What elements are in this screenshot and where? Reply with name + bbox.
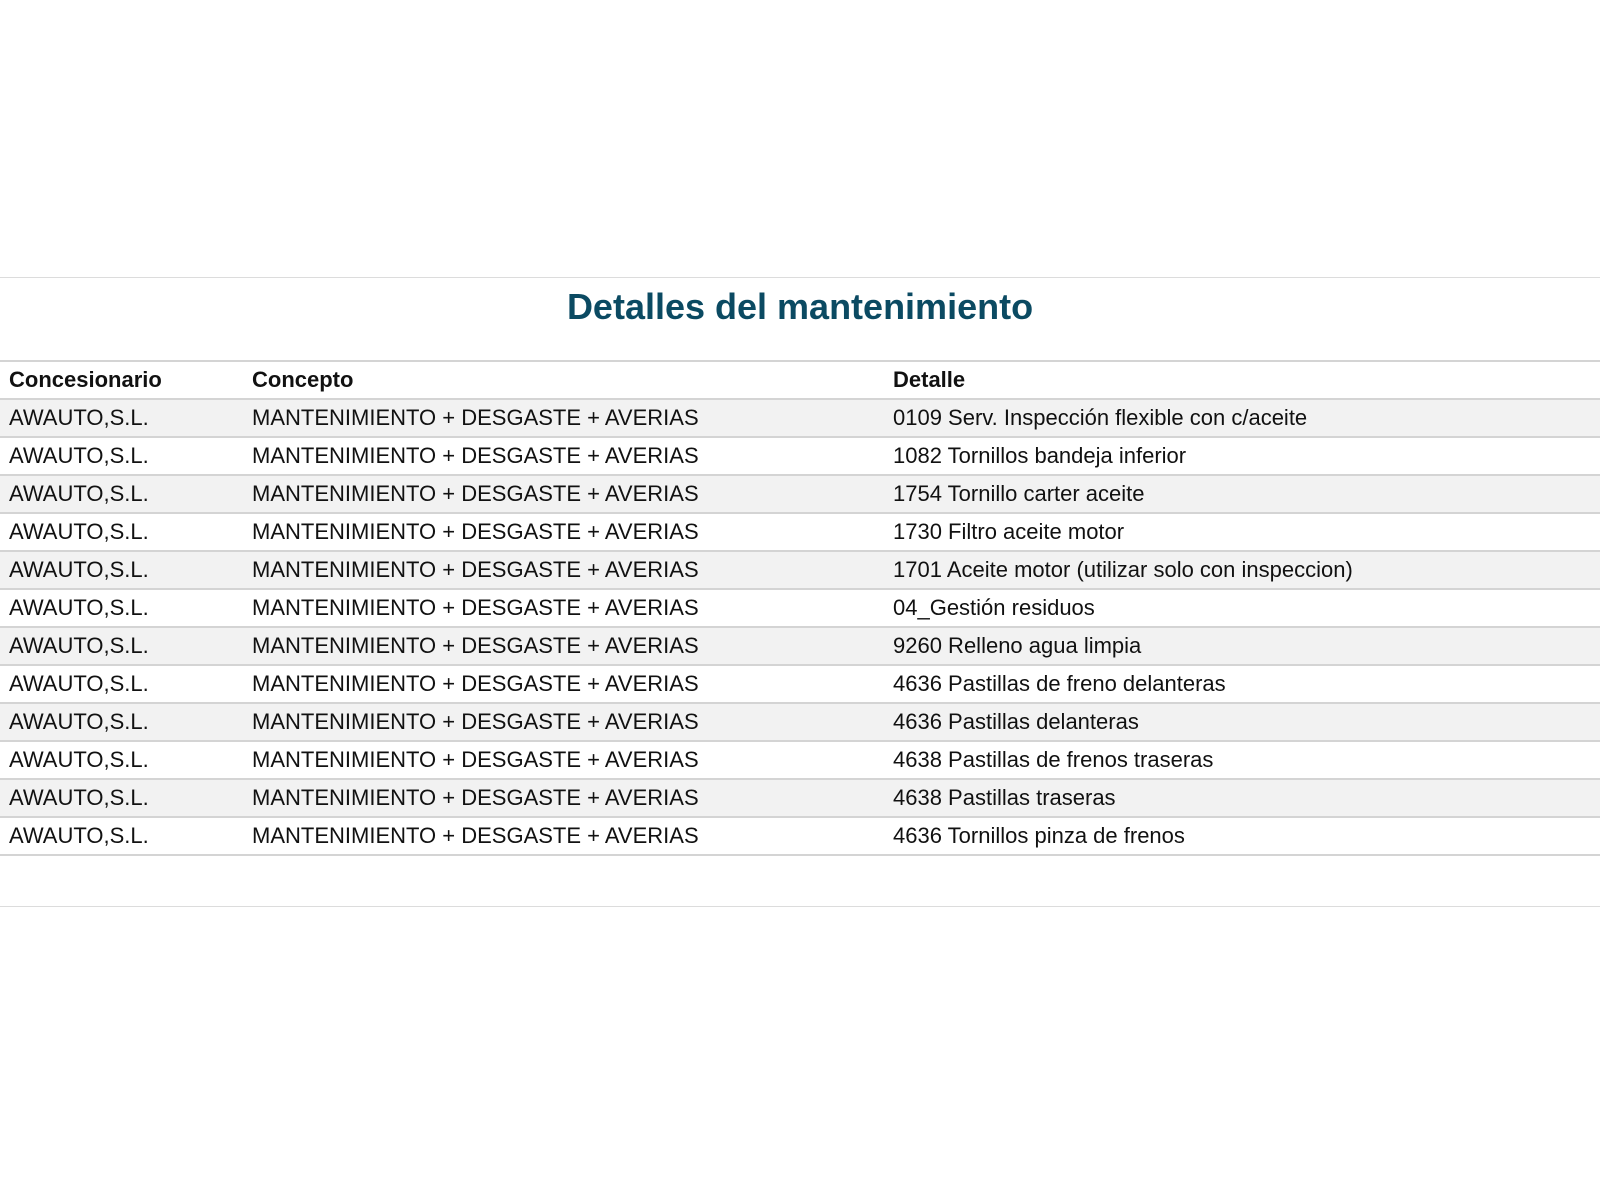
table-row	[0, 552, 1600, 590]
cell-concepto: MANTENIMIENTO + DESGASTE + AVERIAS	[252, 709, 699, 734]
cell-detalle: 0109 Serv. Inspección flexible con c/aceite	[893, 405, 1308, 430]
cell-detalle: 1754 Tornillo carter aceite	[893, 481, 1145, 506]
table-row	[0, 590, 1600, 628]
column-header-concepto: Concepto	[252, 367, 354, 392]
cell-concepto: MANTENIMIENTO + DESGASTE + AVERIAS	[252, 443, 699, 468]
cell-concesionario: AWAUTO,S.L.	[9, 633, 149, 658]
table-row	[0, 780, 1600, 818]
cell-detalle: 4636 Tornillos pinza de frenos	[893, 823, 1185, 848]
cell-detalle: 4636 Pastillas delanteras	[893, 709, 1139, 734]
cell-concesionario: AWAUTO,S.L.	[9, 405, 149, 430]
cell-concesionario: AWAUTO,S.L.	[9, 443, 149, 468]
cell-detalle: 4638 Pastillas traseras	[893, 785, 1116, 810]
cell-concesionario: AWAUTO,S.L.	[9, 709, 149, 734]
table-row	[0, 400, 1600, 438]
cell-detalle: 04_Gestión residuos	[893, 595, 1095, 620]
column-header-concesionario: Concesionario	[9, 367, 162, 392]
maintenance-panel	[0, 277, 1600, 907]
table-row	[0, 742, 1600, 780]
cell-concepto: MANTENIMIENTO + DESGASTE + AVERIAS	[252, 481, 699, 506]
cell-detalle: 1701 Aceite motor (utilizar solo con inspeccion)	[893, 557, 1353, 582]
table-row	[0, 438, 1600, 476]
cell-detalle: 9260 Relleno agua limpia	[893, 633, 1142, 658]
cell-concepto: MANTENIMIENTO + DESGASTE + AVERIAS	[252, 519, 699, 544]
cell-concesionario: AWAUTO,S.L.	[9, 519, 149, 544]
cell-concesionario: AWAUTO,S.L.	[9, 557, 149, 582]
cell-concesionario: AWAUTO,S.L.	[9, 595, 149, 620]
cell-concesionario: AWAUTO,S.L.	[9, 481, 149, 506]
cell-concepto: MANTENIMIENTO + DESGASTE + AVERIAS	[252, 595, 699, 620]
table-row	[0, 514, 1600, 552]
table-row	[0, 666, 1600, 704]
cell-concesionario: AWAUTO,S.L.	[9, 823, 149, 848]
cell-concesionario: AWAUTO,S.L.	[9, 671, 149, 696]
table-row	[0, 818, 1600, 856]
cell-concepto: MANTENIMIENTO + DESGASTE + AVERIAS	[252, 557, 699, 582]
cell-concepto: MANTENIMIENTO + DESGASTE + AVERIAS	[252, 823, 699, 848]
cell-concepto: MANTENIMIENTO + DESGASTE + AVERIAS	[252, 747, 699, 772]
cell-concepto: MANTENIMIENTO + DESGASTE + AVERIAS	[252, 405, 699, 430]
cell-concesionario: AWAUTO,S.L.	[9, 785, 149, 810]
table-header-row	[0, 362, 1600, 400]
cell-concesionario: AWAUTO,S.L.	[9, 747, 149, 772]
cell-detalle: 4636 Pastillas de freno delanteras	[893, 671, 1226, 696]
cell-concepto: MANTENIMIENTO + DESGASTE + AVERIAS	[252, 785, 699, 810]
cell-concepto: MANTENIMIENTO + DESGASTE + AVERIAS	[252, 671, 699, 696]
page-title: Detalles del mantenimiento	[566, 286, 1034, 327]
cell-detalle: 1730 Filtro aceite motor	[893, 519, 1125, 544]
maintenance-table	[0, 360, 1600, 856]
table-body	[0, 400, 1600, 856]
table-row	[0, 704, 1600, 742]
column-header-detalle: Detalle	[893, 367, 966, 392]
table-row	[0, 628, 1600, 666]
cell-concepto: MANTENIMIENTO + DESGASTE + AVERIAS	[252, 633, 699, 658]
cell-detalle: 1082 Tornillos bandeja inferior	[893, 443, 1187, 468]
cell-detalle: 4638 Pastillas de frenos traseras	[893, 747, 1214, 772]
table-row	[0, 476, 1600, 514]
